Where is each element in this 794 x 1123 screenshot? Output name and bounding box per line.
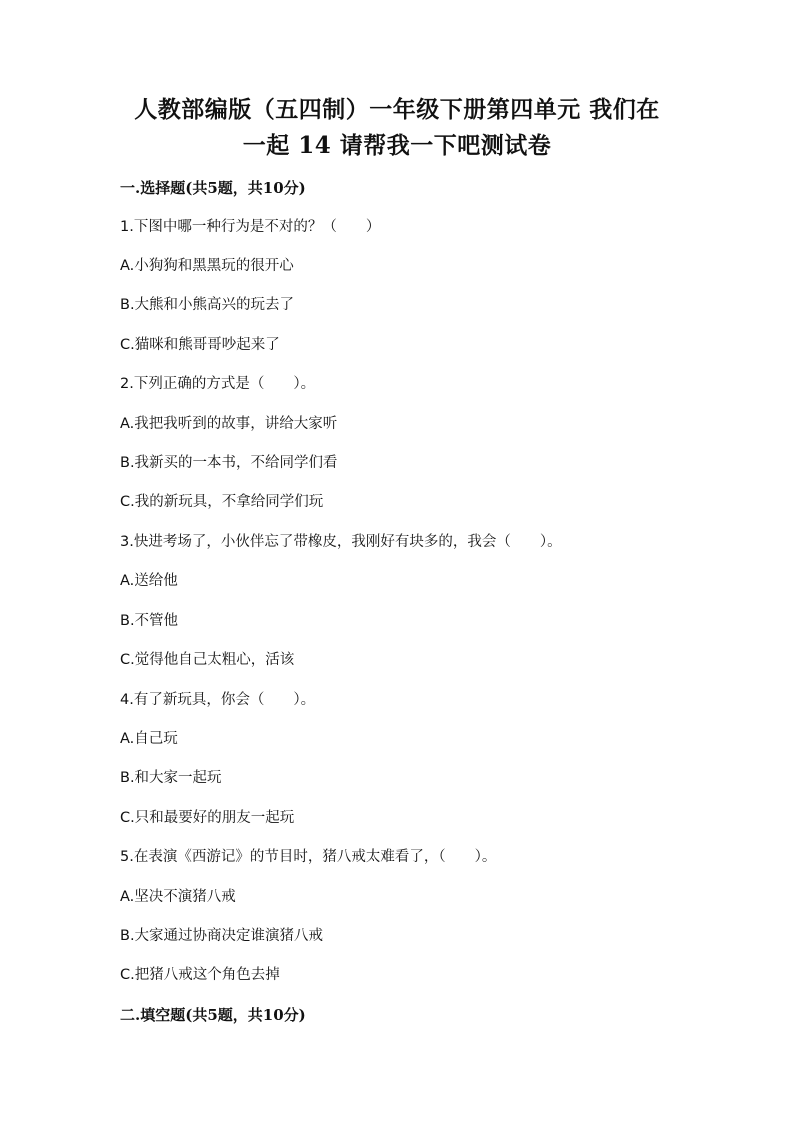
question-5-stem: 5.在表演《西游记》的节目时，猪八戒太难看了，（ ）。 <box>120 849 497 865</box>
question-5-option-a: A.坚决不演猪八戒 <box>120 889 236 905</box>
section-heading-choice: 一.选择题(共5题，共10分) <box>120 179 306 197</box>
document-title <box>0 92 794 164</box>
question-2-stem: 2.下列正确的方式是（ ）。 <box>120 376 316 392</box>
question-5-option-c: C.把猪八戒这个角色去掉 <box>120 967 280 983</box>
question-1-option-b: B.大熊和小熊高兴的玩去了 <box>120 297 295 313</box>
section-heading-fill-blank: 二.填空题(共5题，共10分) <box>120 1006 306 1024</box>
question-2-option-c: C.我的新玩具，不拿给同学们玩 <box>120 494 324 510</box>
title-line-2: 一起 14 请帮我一下吧测试卷 <box>242 132 552 159</box>
question-4-option-b: B.和大家一起玩 <box>120 770 222 786</box>
question-2-option-b: B.我新买的一本书，不给同学们看 <box>120 455 338 471</box>
question-1-option-a: A.小狗狗和黑黑玩的很开心 <box>120 258 294 274</box>
question-3-option-a: A.送给他 <box>120 573 178 589</box>
question-4-option-a: A.自己玩 <box>120 731 178 747</box>
question-1-stem: 1.下图中哪一种行为是不对的？（ ） <box>120 219 381 235</box>
question-2-option-a: A.我把我听到的故事，讲给大家听 <box>120 416 338 432</box>
question-4-option-c: C.只和最要好的朋友一起玩 <box>120 810 295 826</box>
question-4-stem: 4.有了新玩具，你会（ ）。 <box>120 692 316 708</box>
question-5-option-b: B.大家通过协商决定谁演猪八戒 <box>120 928 324 944</box>
title-line-1: 人教部编版（五四制）一年级下册第四单元 我们在 <box>134 96 660 123</box>
question-1-option-c: C.猫咪和熊哥哥吵起来了 <box>120 337 280 353</box>
question-3-stem: 3.快进考场了，小伙伴忘了带橡皮，我刚好有块多的，我会（ ）。 <box>120 534 562 550</box>
question-3-option-c: C.觉得他自己太粗心，活该 <box>120 652 295 668</box>
question-3-option-b: B.不管他 <box>120 613 179 629</box>
